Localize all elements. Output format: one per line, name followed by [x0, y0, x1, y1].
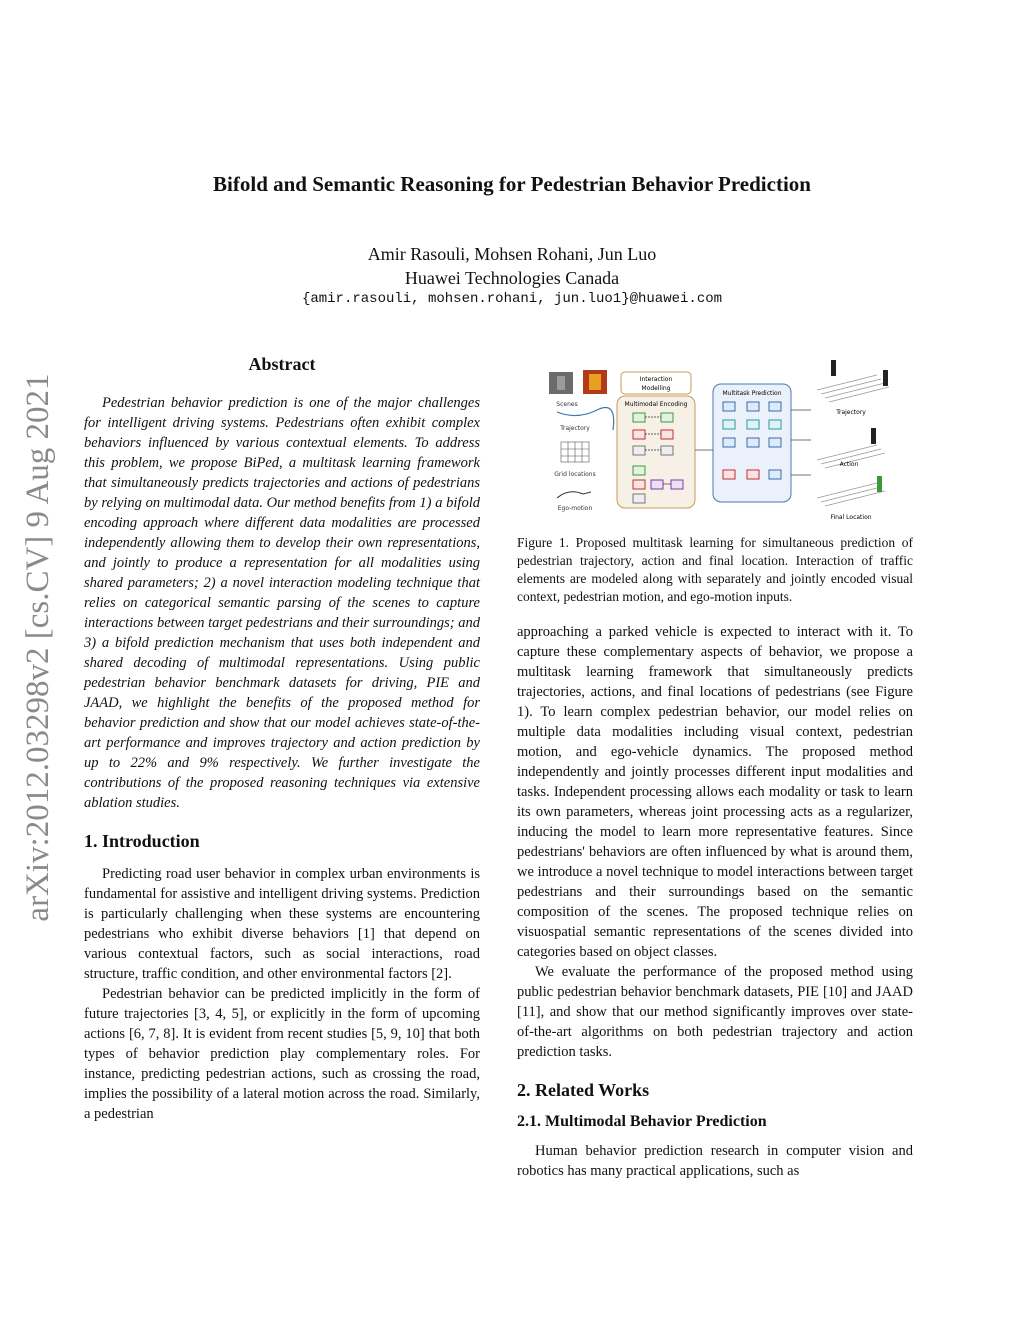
pedestrian-icon	[871, 428, 876, 444]
multimodal-subheading: 2.1. Multimodal Behavior Prediction	[517, 1113, 767, 1130]
grid-input-icon	[561, 442, 589, 462]
abstract-section	[84, 354, 480, 813]
ego-motion-icon	[557, 492, 591, 498]
label-interaction-1: Interaction	[639, 376, 673, 383]
label-grid: Grid locations	[554, 471, 596, 478]
pedestrian-icon	[883, 370, 888, 386]
pedestrian-icon	[877, 476, 882, 492]
right-paragraph-2: We evaluate the performance of the proposed method using public pedestrian behavior benchmark datasets, PIE [10] and JAAD [11], and show that our method significantly improves over state-of-the-art algorithms on both pedestrian trajectory and action prediction tasks.	[517, 964, 913, 1060]
author-email: {amir.rasouli, mohsen.rohani, jun.luo1}@huawei.com	[301, 291, 723, 307]
label-encoding: Multimodal Encoding	[624, 401, 688, 408]
label-final-location: Final Location	[830, 514, 872, 520]
label-ego-motion: Ego-motion	[557, 505, 593, 512]
label-scenes: Scenes	[556, 401, 578, 408]
encoding-box	[617, 396, 695, 508]
arxiv-stamp	[16, 360, 60, 935]
paper-title: Bifold and Semantic Reasoning for Pedestrian Behavior Prediction	[213, 172, 811, 196]
abstract-heading: Abstract	[248, 354, 316, 374]
figure-1-caption: Figure 1. Proposed multitask learning for simultaneous prediction of pedestrian trajectory, action and final location. Interaction of traffic elements are modeled along with separately and jointly encoded visual context, pedestrian motion, and ego-motion inputs.	[517, 535, 913, 604]
affiliation: Huawei Technologies Canada	[404, 268, 620, 288]
related-works-heading: 2. Related Works	[517, 1080, 650, 1100]
author-block	[60, 242, 964, 290]
abstract-text: Pedestrian behavior prediction is one of the major challenges for intelligent driving systems. Pedestrians often exhibit complex behaviors influenced by various contextual elements. To address this problem, we propose BiPed, a multitask learning framework that simultaneously predicts trajectories and actions of pedestrians by relying on multimodal data. Our method benefits from 1) a bifold encoding approach where different data modalities are processed independently allowing them to develop their own representations, and jointly to produce a representation for all modalities using shared parameters; 2) a novel interaction modeling technique that relies on categorical semantic parsing of the scenes to capture interactions between target pedestrians and their surroundings; and 3) a bifold prediction mechanism that uses both independent and shared decoding of multimodal representations. Using public pedestrian behavior benchmark datasets for driving, PIE and JAAD, we highlight the benefits of the proposed method for behavior prediction and show that our model achieves state-of-the-art performance and improves trajectory and action prediction by up to 22% and 9% respectively. We further investigate the contributions of the proposed reasoning techniques via extensive ablation studies.	[84, 395, 480, 811]
intro-paragraph-1: Predicting road user behavior in complex urban environments is fundamental for assistive and intelligent driving systems. Prediction is particularly challenging when these systems are encountering pedestrians who exhibit diverse behaviors [1] that depend on various contextual factors, such as social interactions, road structure, traffic condition, and other environmental factors [2].	[84, 866, 480, 982]
intro-paragraph-2: Pedestrian behavior can be predicted implicitly in the form of future trajectories [3, 4, 5], or explicitly in the form of upcoming actions [6, 7, 8]. It is evident from recent studies [5, 9, 10] that both types of behavior prediction play complementary roles. For instance, predicting pedestrian actions, such as crossing the road, implies the possibility of a lateral motion across the road. Similarly, a pedestrian	[84, 986, 480, 1122]
figure-1	[517, 360, 913, 520]
right-paragraph-3: Human behavior prediction research in computer vision and robotics has many practical applications, such as	[517, 1143, 913, 1179]
author-names: Amir Rasouli, Mohsen Rohani, Jun Luo	[367, 244, 657, 264]
left-column	[84, 354, 480, 1124]
label-trajectory-output: Trajectory	[836, 409, 866, 416]
pedestrian-icon	[831, 360, 836, 376]
label-prediction: Multitask Prediction	[722, 390, 782, 397]
intro-heading: 1. Introduction	[84, 831, 200, 851]
figure-1-diagram	[517, 360, 913, 520]
label-trajectory-input: Trajectory	[560, 425, 590, 432]
label-action: Action	[839, 461, 859, 468]
right-column	[517, 360, 913, 1181]
label-interaction-2: Modelling	[641, 385, 671, 392]
right-paragraph-1: approaching a parked vehicle is expected to interact with it. To capture these complementary aspects of behavior, we propose a multitask learning framework that simultaneously predicts trajectories, actions, and final locations of pedestrians (see Figure 1). To learn complex pedestrian behavior, our model relies on multiple data modalities including visual context, pedestrian motion, and ego-vehicle dynamics. The proposed method independently and jointly processes different input modalities and tasks. Independent processing allows each modality or task to learn its own parameters, whereas joint processing acts as a regularizer, inducing the model to learn more representative features. Since pedestrians' behaviors are often influenced by what is around them, we introduce a novel technique to model interactions between target pedestrians and their surroundings based on the semantic composition of the scenes. The proposed technique relies on visuospatial semantic representations of the scenes divided into categories based on object classes.	[517, 624, 913, 960]
arxiv-stamp-text: arXiv:2012.03298v2 [cs.CV] 9 Aug 2021	[20, 373, 56, 922]
